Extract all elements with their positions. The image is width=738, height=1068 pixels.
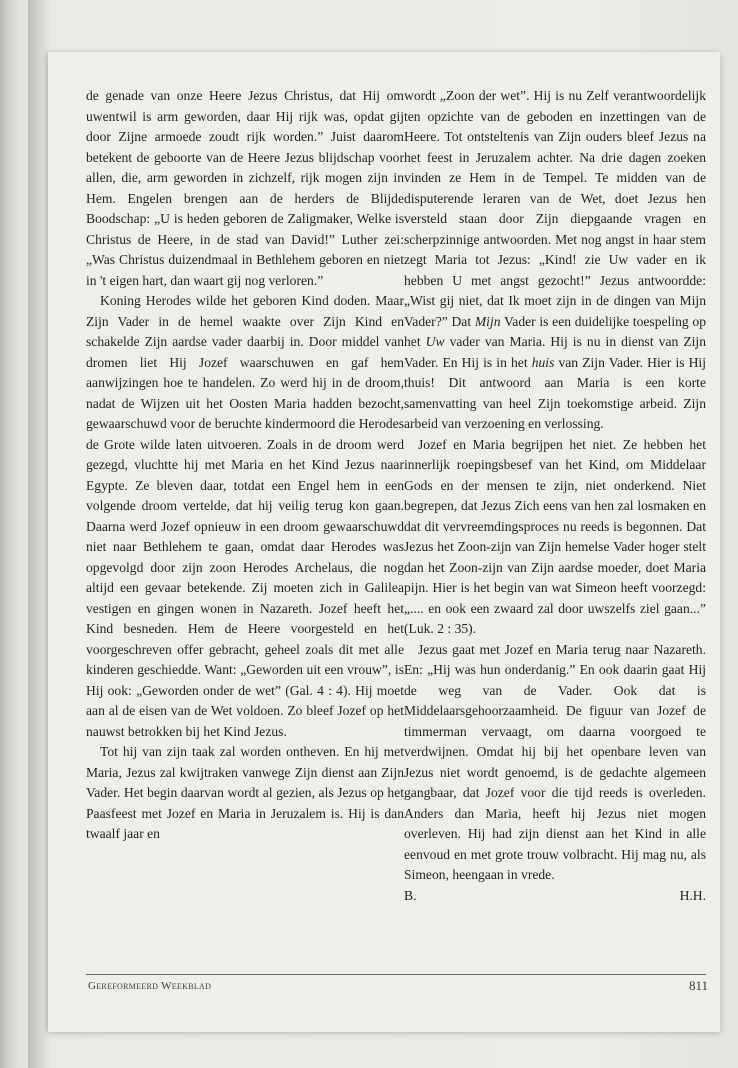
right-column [404, 86, 706, 906]
paragraph: de genade van onze Heere Jezus Christus, dat Hij om uwentwil is arm geworden, daar Hij rijk was, opdat gij door Zijne armoede zoudt rijk worden.” Juist daarom betekent de geboorte van de Heere Jezus blijdschap voor allen, die, arm geworden in zichzelf, rijk mogen zijn in Hem. Engelen brengen aan de herders de Blijde Boodschap: „U is heden geboren de Zaligmaker, Welke is Christus de Heere, in de stad van David!” Luther zei: „Was Christus duizendmaal in Bethlehem geboren en niet in 't eigen hart, dan waart gij nog verloren.” [86, 88, 404, 288]
left-column [86, 86, 404, 845]
text-run: Vader is een duidelijke toespeling op het [404, 313, 706, 349]
text-run: van Zijn Vader. Hier is Hij thuis! Dit antwoord aan Maria is een korte samenvatting van heel Zijn toekomstige arbeid. Zijn arbeid van verzoening en verlossing. [404, 354, 706, 431]
paragraph: Koning Herodes wilde het geboren Kind doden. Maar Zijn Vader in de hemel waakte over Zijn Kind en schakelde Zijn aardse vader daarbij in. Door middel van dromen liet Hij Jozef waarschuwen en gaf hem aanwijzingen hoe te handelen. Zo werd hij in de droom, nadat de Wijzen uit het Oosten Maria hadden bezocht, gewaarschuwd voor de beruchte kindermoord die Herodes de Grote wilde laten uitvoeren. Zoals in de droom werd gezegd, vluchtte hij met Maria en het Kind Jezus naar Egypte. Ze bleven daar, totdat een Engel hem in een volgende droom vertelde, dat hij veilig terug kon gaan. Daarna werd Jozef opnieuw in een droom gewaarschuwd niet naar Bethlehem te gaan, omdat daar Herodes was opgevolgd door zijn zoon Herodes Archelaus, die nog altijd een gevaar betekende. Zij moeten zich in Galilea vestigen en gingen wonen in Nazareth. Jozef heeft het Kind besneden. Hem de Heere voorgesteld en het voorgeschreven offer gebracht, geheel zoals dit met alle kinderen geschiedde. Want: „Geworden uit een vrouw”, is Hij ook: „Geworden onder de wet” (Gal. 4 : 4). Hij moet aan al de eisen van de Wet voldoen. Zo bleef Jozef op het nauwst betrokken bij het Kind Jezus. [86, 293, 404, 739]
text-run: vader van Maria. Hij is nu in dienst van Zijn Vader. En Hij is in het [404, 334, 706, 370]
paragraph [404, 86, 706, 435]
page-number: 811 [688, 978, 708, 993]
paragraph: Jezus gaat met Jozef en Maria terug naar Nazareth. En: „Hij was hun onderdanig.” En ook daarin gaat Hij de weg van de Vader. Ook dat is Middelaarsgehoorzaamheid. De figuur van Jozef de timmerman vervaagt, om daarna voorgoed te verdwijnen. Omdat hij bij het openbare leven van Jezus niet wordt genoemd, is de gedachte algemeen gangbaar, dat Jozef voor die tijd reeds is overleden. Anders dan Maria, heeft hij Jezus niet mogen overleven. Hij had zijn dienst aan het Kind in alle eenvoud en met grote trouw volbracht. Hij mag nu, als Simeon, heengaan in vrede. [404, 641, 706, 882]
footer-rule [86, 974, 706, 975]
signature-left: B. [404, 887, 417, 903]
paragraph: Jozef en Maria begrijpen het niet. Ze hebben het innerlijk roepingsbesef van het Kind, om Middelaar Gods en der mensen te zijn, niet onderkend. Niet begrepen, dat Jezus Zich eens van hen zal losmaken en dat dit vervreemdingsproces nu reeds is begonnen. Dat Jezus het Zoon-zijn van Zijn hemelse Vader hoger stelt dan het Zoon-zijn van Zijn aardse moeder, doet Maria pijn. Hier is het begin van wat Simeon heeft voorzegd: „.... en ook een zwaard zal door uwszelfs ziel gaan...” (Luk. 2 : 35). [404, 436, 706, 636]
paragraph: Tot hij van zijn taak zal worden ontheven. En hij met Maria, Jezus zal kwijtraken vanwege Zijn dienst aan Zijn Vader. Het begin daarvan wordt al gezien, als Jezus op het Paasfeest met Jozef en Maria in Jeruzalem is. Hij is dan twaalf jaar en [86, 744, 404, 841]
italic-word: huis [531, 354, 555, 370]
italic-word: Uw [425, 334, 445, 349]
publication-name: Gereformeerd Weekblad [88, 980, 212, 992]
signature-right: H.H. [679, 887, 706, 903]
signature-line [404, 886, 706, 907]
text-run: wordt „Zoon der wet”. Hij is nu Zelf verantwoordelijk ten opzichte van de geboden en inzettingen van de Heere. Tot ontsteltenis van Zijn ouders bleef Jezus na het feest in Jeruzalem achter. Na drie dagen zoeken vinden ze Hem in de Tempel. Te midden van de disputerende leraren van de Wet, doet Jezus hen versteld staan door Zijn diepgaande vragen en scherpzinnige antwoorden. Met nog angst in haar stem zegt Maria tot Jezus: „Kind! zie Uw vader en ik hebben U met angst gezocht!” Jezus antwoordde: „Wist gij niet, dat Ik moet zijn in de dingen van Mijn Vader?” Dat [404, 88, 706, 329]
italic-word: Mijn [474, 313, 501, 329]
magazine-page [48, 52, 720, 1032]
